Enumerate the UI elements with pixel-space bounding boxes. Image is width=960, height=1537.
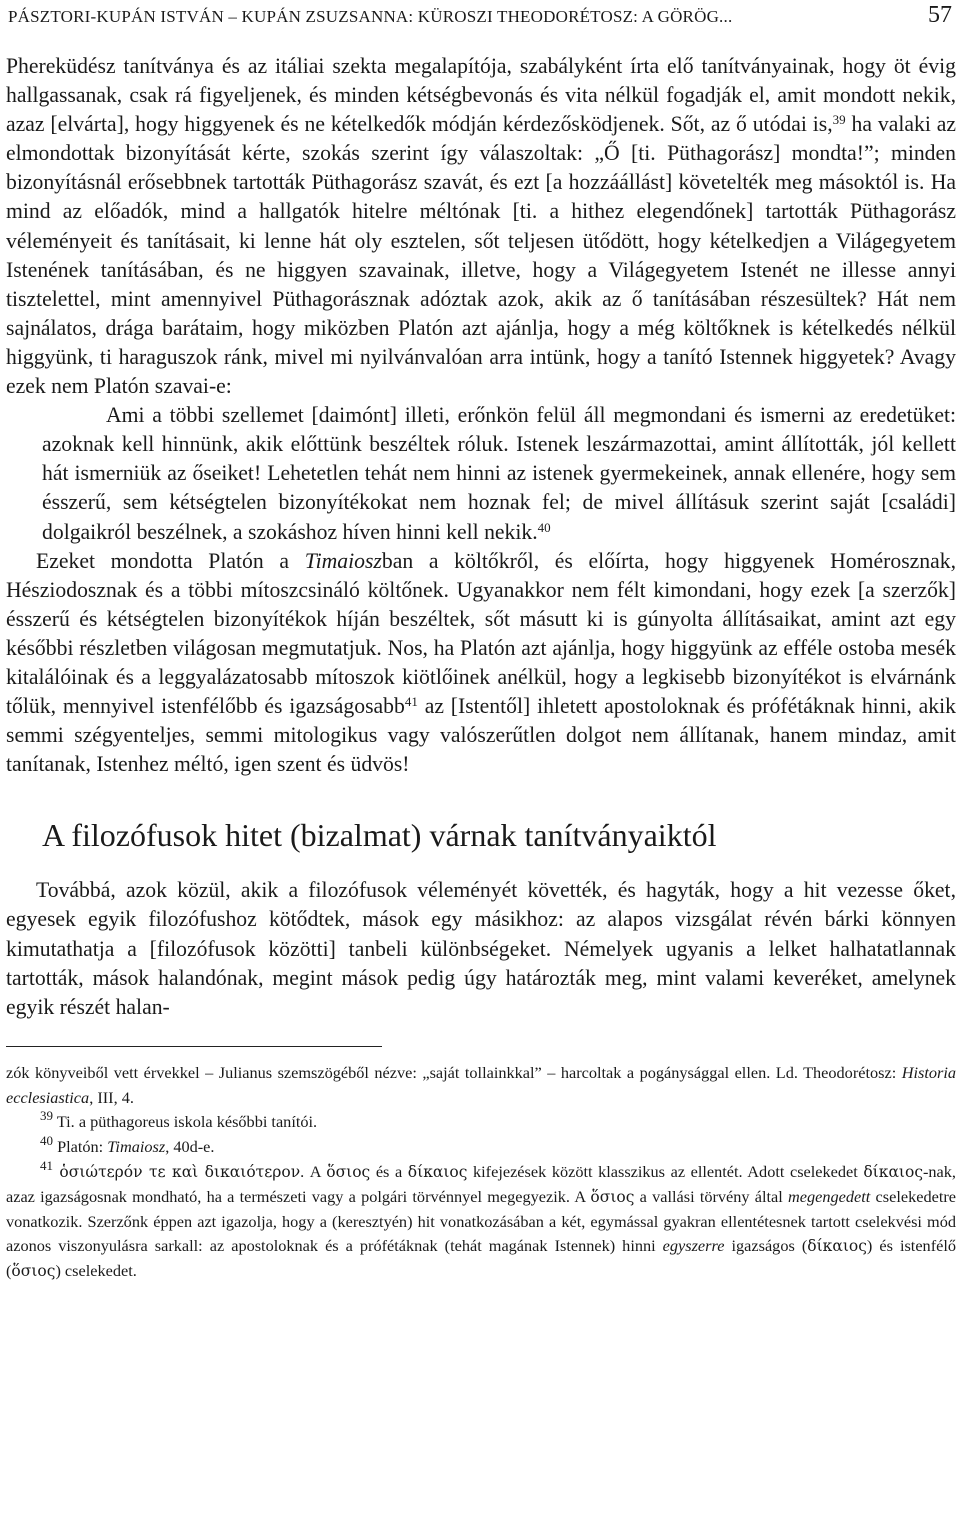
emphasis-megengedett: megengedett: [788, 1186, 871, 1206]
paragraph-3: Továbbá, azok közül, akik a filozófusok véleményét követték, és hagyták, hogy a hit vezesse őket, egyesek egyik filozófushoz kötődtek, mások egy másikhoz: az alapos vizsgálat révén bárki könnyen kimutathatja a [filozófusok közötti] tanbeli különbségeket. Némelyek ugyanis a lelket halhatatlannak tartották, mások halandónak, megint mások pedig úgy határozták meg, mint valami keveréket, amelynek egyik részét halan-: [6, 878, 956, 1019]
paragraph-1-text-a: Phereküdész tanítványa és az itáliai szekta megalapítója, szabályként írta elő tanítványainak, hogy öt évig hallgassanak, csak rá figyeljenek, és minden kétségbevonás és vita nélkül fogadják el, amit mondott nekik, azaz [elvárta], hogy higgyenek és ne kételkedők módján kérdezősködjenek. Sőt, az ő utódai is,: [6, 54, 956, 137]
footnote-40-title: Timaiosz: [107, 1137, 166, 1157]
footnote-39-text: Ti. a püthagoreus iskola későbbi tanítói.: [53, 1112, 318, 1132]
footnote-41-text-b: és a: [370, 1162, 408, 1181]
footnote-cont-text-a: zók könyveiből vett érvekkel – Julianus szemszögéből nézve: „saját tollainkkal” – harcoltak a pogánysággal ellen. Ld. Theodorétosz:: [6, 1062, 902, 1082]
footnote-continuation: [6, 1061, 956, 1111]
quote-text-block: [42, 401, 956, 546]
paragraph-2-text-a: Ezeket mondotta Platón a: [36, 548, 305, 573]
work-title-timaiosz: Timaiosz: [304, 548, 382, 573]
main-text: [6, 52, 956, 401]
footnote-41-text-h: ) és istenfélő (: [6, 1236, 957, 1281]
paragraph-1-text-b: ha valaki az elmondottak bizonyítását kérte, szokás szerint így válaszoltak: „Ő [ti. Püthagorász] mondta!”; minden bizonyításnál erősebbnek tartották Püthagorász szavát, és ezt [a hozzáállást] követelték meg másoktól is. Ha mind az előadók, mind a hallgatók hitelre méltónak [ti. a hithez elegendőnek] tartották Püthagorász véleményeit és tanításait, ki lenne hát oly esztelen, sőt teljesen ütődött, hogy kételkedjen a Világegyetem Istenének tanításában, és ne higgyen szavainak, illetve, hogy a Világegyetem Istenét ne illesse annyi tisztelettel, mint amennyivel Püthagorásznak adóztak azok, akik az ő tanításában részesültek? Hát nem sajnálatos, drága barátaim, hogy miközben Platón azt ajánlja, hogy a még költőknek is kételkedés nélkül higgyünk, ti haraguszok ránk, mivel mi nyilvánvalóan arra intünk, hogy a tanító Istennek higgyetek? Avagy ezek nem Platón szavai-e:: [6, 112, 956, 399]
greek-word-hosios: ὅσιος: [326, 1163, 371, 1181]
footnote-40-text-a: Platón:: [53, 1137, 108, 1157]
footnote-number-41: 41: [40, 1158, 53, 1173]
footnote-41-text-f: cselekedetre vonatkozik. Szerzőnk éppen azt igazolja, hogy a (keresztyén) hit vonatkozásában a két, egymással gyakran ellentétesnek tartott cselekvési mód azonos viszonyulásra sarkall: az apostoloknak és a prófétáknak (tehát magának Istennek) hinni: [6, 1186, 956, 1256]
greek-word-hosios-3: ὅσιος: [11, 1262, 56, 1281]
page-header: [8, 2, 952, 32]
paragraph-2: [6, 547, 956, 780]
page-number: 57: [928, 2, 952, 28]
work-title-historia: Historia ecclesiastica: [6, 1062, 956, 1107]
block-quote: [6, 401, 956, 546]
footnote-40-text-b: , 40d-e.: [165, 1137, 215, 1157]
footnote-number-39: 39: [40, 1108, 53, 1124]
footnote-ref-41[interactable]: 41: [404, 694, 418, 710]
footnote-cont-text-b: , III, 4.: [89, 1087, 134, 1107]
greek-word-hosios-2: ὅσιος: [590, 1187, 635, 1206]
footnote-ref-40[interactable]: 40: [537, 519, 551, 535]
paragraph-2-text-b: ban a költőkről, és előírta, hogy higgyenek Homérosznak, Hésziodosznak és a többi mítoszcsináló költőnek. Ugyanakkor nem félt kimondani, hogy ezek [a szerzők] ésszerű és kétségtelen bizonyítékok híján beszéltek, sőt másutt ki is gúnyolta állításaikat, amint azt egy későbbi részletben világosan megmutatjuk. Nos, ha Platón azt ajánlja, hogy higgyünk az efféle ostoba mesék kitalálóinak és a leggyalázatosabb mítoszok kiötlőinek anélkül, hogy a legkisebb bizonyítékot is elvárnánk tőlük, mennyivel istenfélőbb és igazságosabb: [6, 548, 957, 719]
running-head: PÁSZTORI-KUPÁN ISTVÁN – KUPÁN ZSUZSANNA: KÜROSZI THEODORÉTOSZ: A GÖRÖG...: [8, 7, 733, 26]
main-text-2: [6, 547, 956, 780]
footnote-number-40: 40: [40, 1133, 53, 1149]
footnote-41-text-d: -nak, azaz igazságosnak mondható, ha a természeti vagy a polgári törvénnyel megegyezik. A: [6, 1162, 956, 1206]
footnotes: [6, 1061, 956, 1284]
greek-word-dikaios-2: δίκαιος: [863, 1163, 923, 1181]
greek-word-dikaios-3: δίκαιος: [807, 1237, 867, 1256]
footnote-41-text-i: ) cselekedet.: [55, 1261, 137, 1281]
page-body: [6, 52, 956, 1284]
greek-phrase: ὁσιώτερόν τε καὶ δικαιότερον: [53, 1163, 301, 1181]
paragraph-2-text-c: az [Istentől] ihletett apostoloknak és prófétáknak hinni, akik semmi szégyenteljes, semmi mitologikus vagy valószerűtlen dolgot nem állítanak, hanem mindaz, amit tanítanak, Istenhez méltó, igen szent és üdvös!: [6, 694, 956, 777]
paragraph-1: [6, 52, 956, 401]
footnote-40: [6, 1135, 956, 1160]
main-text-3: [6, 876, 956, 1021]
footnote-41-text-g: igazságos (: [724, 1236, 808, 1256]
quote-text: Ami a többi szellemet [daimónt] illeti, erőnkön felül áll megmondani és ismerni az eredetüket: azoknak kell hinnünk, akik előttünk beszéltek róluk. Istenek leszármazottai, amint állították, jól kellett hát ismerniük az őseiket! Lehetetlen tehát nem hinni az istenek gyermekeinek, annak ellenére, hogy sem ésszerű, sem kétségtelen bizonyítékokat nem hoznak fel; de mivel állításuk szerint saját [családi] dolgaikról beszélnek, a szokáshoz híven hinni kell nekik.: [42, 403, 956, 544]
footnote-41-text-a: . A: [300, 1162, 327, 1181]
footnote-divider: [6, 1046, 382, 1047]
footnote-41: [6, 1160, 956, 1284]
greek-word-dikaios: δίκαιος: [407, 1163, 468, 1181]
footnote-41-text-e: a vallási törvény által: [634, 1186, 789, 1206]
emphasis-egyszerre: egyszerre: [662, 1236, 725, 1256]
footnote-39: [6, 1110, 956, 1135]
section-heading: A filozófusok hitet (bizalmat) várnak tanítványaiktól: [42, 817, 717, 854]
footnote-41-text-c: kifejezések között klasszikus az ellentét. Adott cselekedet: [467, 1162, 864, 1181]
footnote-ref-39[interactable]: 39: [832, 112, 846, 128]
